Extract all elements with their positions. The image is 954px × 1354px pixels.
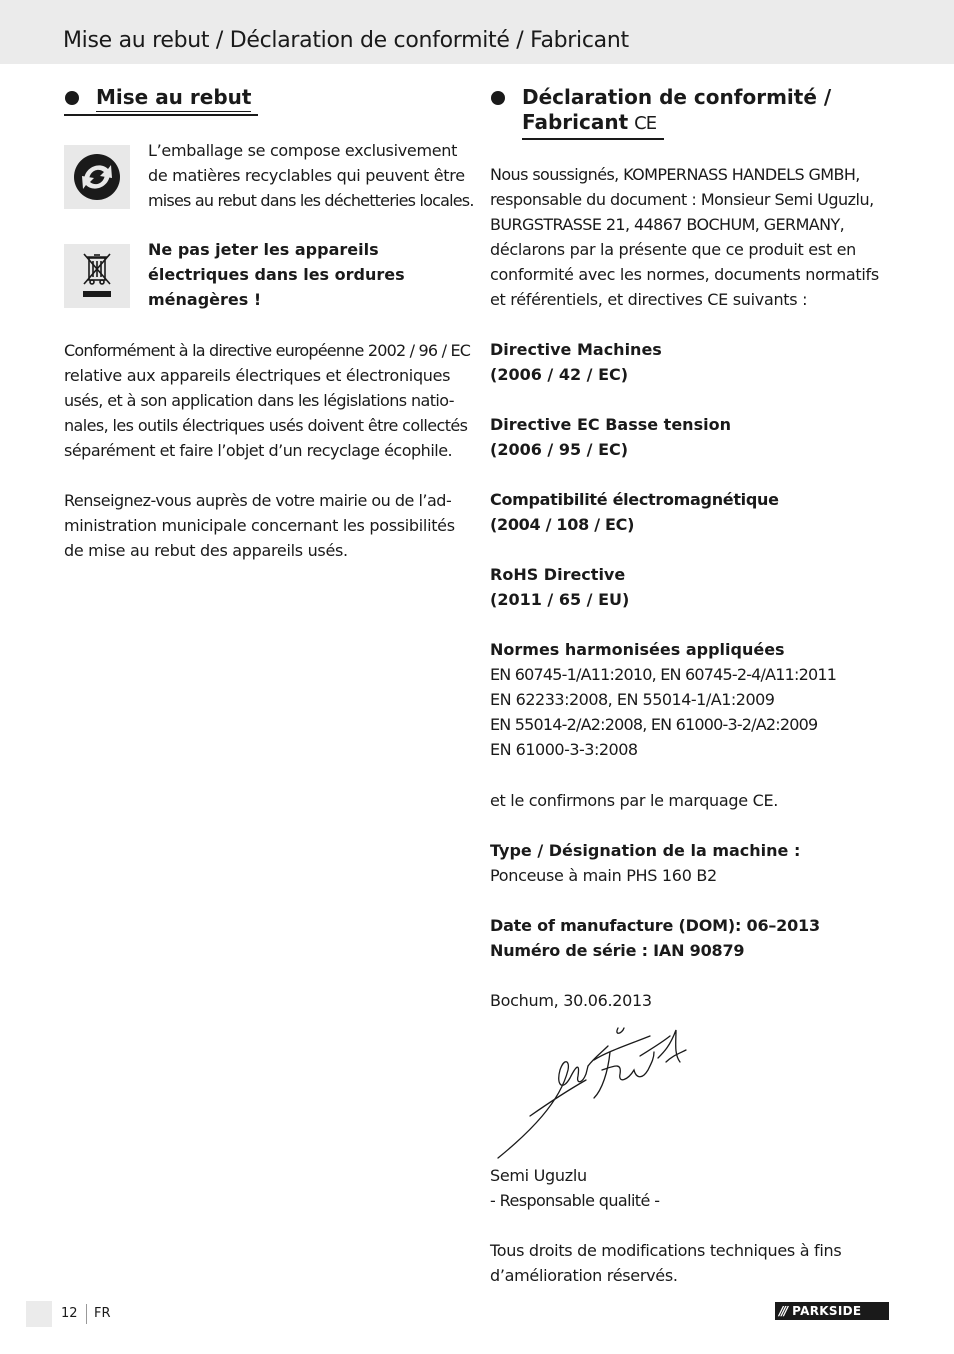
declaration-intro: Nous soussignés, KOMPERNASS HANDELS GMBH, responsable du document : Monsieur Semi Uguzlu, BURGSTRASSE 21, 44867 BOCHUM, GERMANY, déclarons par la présente que ce produit est en conformité avec les normes, documents normatifs et référentiels, et directives CE suivants : (490, 165, 879, 309)
directive-rohs: RoHS Directive (2011 / 65 / EU) (490, 565, 630, 609)
page-header (0, 0, 954, 64)
weee-warning: Ne pas jeter les appareils électriques dans les ordures ménagères ! (148, 240, 405, 309)
crossed-out-bin-icon (64, 244, 130, 308)
section-bullet (491, 91, 505, 105)
signer: Semi Uguzlu - Responsable qualité - (490, 1166, 660, 1210)
parkside-logo: /// PARKSIDE (775, 1302, 889, 1320)
page-number: 12 (61, 1306, 78, 1321)
section-bullet (65, 91, 79, 105)
harmonised-norms: Normes harmonisées appliquées EN 60745-1/A11:2010, EN 60745-2-4/A11:2011 EN 62233:2008, EN 55014-1/A1:2009 EN 55014-2/A2:2008, EN 61000-3-2/A2:2009 EN 61000-3-3:2008 (490, 640, 837, 759)
recycling-green-dot-icon (64, 145, 130, 209)
directive-emc: Compatibilité électromagnétique (2004 / 108 / EC) (490, 490, 779, 534)
signature-image (490, 1022, 700, 1162)
language-code: FR (94, 1306, 111, 1321)
technical-rights-note: Tous droits de modifications techniques à fins d’amélioration réservés. (490, 1241, 842, 1285)
heading-rule (522, 138, 664, 140)
directive-low-voltage: Directive EC Basse tension (2006 / 95 / EC) (490, 415, 731, 459)
heading-rule (64, 114, 258, 116)
place-date: Bochum, 30.06.2013 (490, 991, 652, 1010)
footer-divider (86, 1304, 87, 1324)
section-heading-conformity: Déclaration de conformité / Fabricant CE (522, 85, 832, 134)
manufacture-info: Date of manufacture (DOM): 06–2013 Numéro de série : IAN 90879 (490, 916, 820, 960)
machine-type: Type / Désignation de la machine : Ponceuse à main PHS 160 B2 (490, 841, 801, 885)
section-heading-disposal: Mise au rebut (96, 85, 251, 110)
weee-directive-text: Conformément à la directive européenne 2002 / 96 / EC relative aux appareils électriques et électroniques usés, et à son application dans les législations natio- nales, les outils électriques usés doivent être collectés séparément et faire l’objet d’un recyclage écophile. (64, 341, 471, 460)
directive-machines: Directive Machines (2006 / 42 / EC) (490, 340, 662, 384)
footer-marker (26, 1301, 52, 1327)
ce-confirmation: et le confirmons par le marquage CE. (490, 791, 779, 810)
municipal-info-text: Renseignez-vous auprès de votre mairie ou de l’ad- ministration municipale concernant les possibilités de mise au rebut des appareils usés. (64, 491, 455, 560)
packaging-text: L’emballage se compose exclusivement de matières recyclables qui peuvent être mises au rebut dans les déchetteries locales. (148, 141, 474, 210)
ce-mark-icon: CE (634, 113, 657, 134)
page-title: Mise au rebut / Déclaration de conformité / Fabricant (63, 28, 629, 53)
